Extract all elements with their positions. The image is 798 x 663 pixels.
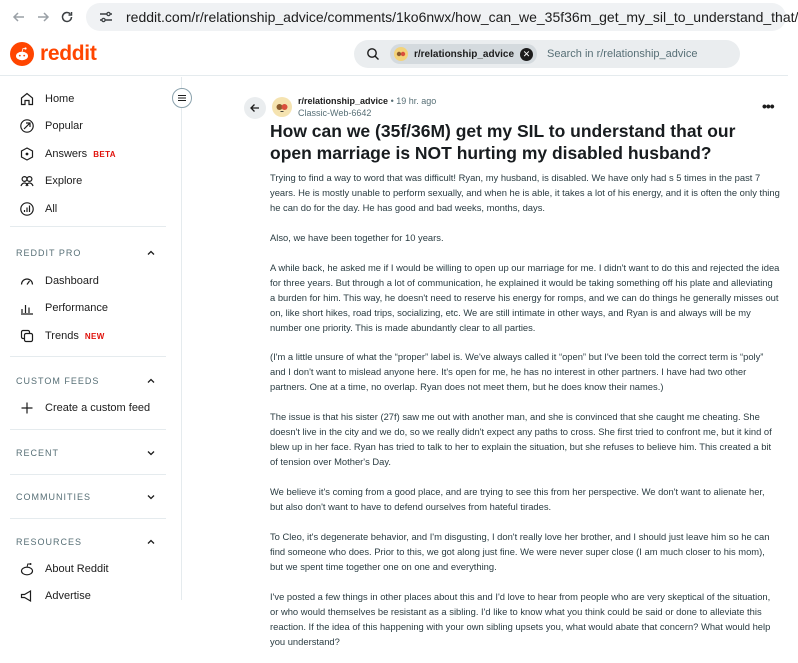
beta-badge: BETA bbox=[93, 149, 116, 159]
section-title: CUSTOM FEEDS bbox=[16, 376, 100, 386]
post-paragraph: Also, we have been together for 10 years. bbox=[270, 231, 444, 243]
remove-chip-icon[interactable]: ✕ bbox=[520, 48, 533, 61]
sidebar-divider bbox=[10, 429, 166, 430]
sidebar-item-label: Popular bbox=[45, 120, 83, 132]
post-paragraph: The issue is that his sister (27f) saw me out with another man, and she is convinced that she caught me cheating. She doesn't live in the city and we do, so we really didn't expect any paths to cross. She first tried to confront me, but it kind of blew up in her face. Ryan has tried to talk to her to explain the situation, but she refuses to believe him. This created a bit of tension over Mother's Day. bbox=[270, 411, 772, 468]
sidebar-item-label: Dashboard bbox=[45, 275, 99, 287]
post-paragraph: A while back, he asked me if I would be willing to open up our marriage for me. I didn't want to do this and rejected the idea for three years. But through a lot of communication, he explained it would be taking something off his plate and alleviating a burden for him. This way, he doesn't need to reserve his energy for romps, and we can do things he generally misses out on, like short hikes, road trips, socializing, etc. We are still intimate in other ways, and Ryan is and always will be my number one priority. This is made abundantly clear to all parties. bbox=[270, 261, 780, 333]
post-paragraph: To Cleo, it's degenerate behavior, and I'm disgusting, I don't really love her brother, and I should just leave him so he can find someone who does. Prior to this, we got along just fine. We were never super close (I am much closer to his mom), but we spent time together one on one and everything. bbox=[270, 530, 770, 572]
section-resources[interactable] bbox=[16, 534, 156, 550]
chevron-up-icon bbox=[146, 248, 156, 258]
section-title: RECENT bbox=[16, 448, 60, 458]
trends-icon bbox=[18, 327, 36, 345]
sidebar-item-all[interactable] bbox=[18, 198, 57, 220]
sidebar-item-label: All bbox=[45, 203, 58, 215]
chevron-up-icon bbox=[146, 537, 156, 547]
post-paragraph: I've posted a few things in other places about this and I'd love to hear from people who are very skeptical of the situation, or who would themselves be resistant as a sibling. I'd like to know what you think could be said or done to alleviate this reaction. If the idea of this happening with your own sibling upsets you, what would abate that concern? What would help you understand? bbox=[270, 590, 771, 647]
sidebar-item-trends[interactable] bbox=[18, 325, 105, 347]
post-paragraph: Trying to find a way to word that was difficult! Ryan, my husband, is disabled. We have only had s 5 times in the past 7 years. He is mostly unable to perform sexually, and when he is able, it takes a lot of his energy, and it is often the only thing he can do for the day. He has good and bad weeks, months, days. bbox=[270, 172, 780, 213]
reddit-logo[interactable] bbox=[10, 42, 97, 66]
section-title: COMMUNITIES bbox=[16, 492, 91, 502]
dashboard-icon bbox=[18, 272, 36, 290]
advertise-icon bbox=[18, 587, 36, 605]
menu-icon bbox=[177, 93, 187, 103]
subreddit-link[interactable]: r/relationship_advice bbox=[298, 96, 389, 106]
logo-wordmark: reddit bbox=[40, 42, 97, 65]
chevron-down-icon bbox=[146, 492, 156, 502]
search-icon bbox=[366, 47, 380, 61]
new-badge: NEW bbox=[84, 331, 105, 341]
chevron-down-icon bbox=[146, 448, 156, 458]
sidebar-item-label: Explore bbox=[45, 175, 83, 187]
sidebar-divider bbox=[10, 226, 166, 227]
back-button[interactable] bbox=[244, 97, 266, 119]
sidebar-item-dashboard[interactable] bbox=[18, 270, 99, 292]
section-communities[interactable] bbox=[16, 489, 156, 505]
sidebar-item-popular[interactable] bbox=[18, 115, 83, 137]
site-header bbox=[0, 34, 788, 76]
sidebar-item-label: Create a custom feed bbox=[45, 402, 151, 414]
left-sidebar bbox=[0, 77, 182, 600]
section-recent[interactable] bbox=[16, 445, 156, 461]
sidebar-item-performance[interactable] bbox=[18, 297, 108, 319]
search-bar[interactable] bbox=[354, 40, 740, 68]
post-title: How can we (35f/36M) get my SIL to understand that our open marriage is NOT hurting my disabled husband? bbox=[270, 121, 736, 163]
post-meta bbox=[298, 96, 436, 106]
subreddit-chip-avatar bbox=[394, 47, 408, 61]
site-settings-icon[interactable] bbox=[98, 9, 114, 25]
section-reddit-pro[interactable] bbox=[16, 245, 156, 261]
post-paragraph: We believe it's coming from a good place, and are trying to see this from her perspective. We don't want to alienate her, but also don't want to have to defend ourselves from hateful tirades. bbox=[270, 485, 765, 512]
sidebar-item-label: Home bbox=[45, 93, 75, 105]
sidebar-item-answers[interactable] bbox=[18, 143, 116, 165]
sidebar-item-explore[interactable] bbox=[18, 170, 82, 192]
browser-toolbar bbox=[0, 0, 798, 34]
performance-icon bbox=[18, 299, 36, 317]
post-paragraph: (I'm a little unsure of what the “proper” label is. We've always called it “open” but I've been told the correct term is “poly” and I don't want to mislead anyone here. It's open for me, he has no interest in other partners. I have had two other partners. One at a time, no overlap. Ryan does not meet them, but he does know their names.) bbox=[270, 351, 764, 393]
answers-icon bbox=[18, 145, 36, 163]
chevron-up-icon bbox=[146, 376, 156, 386]
section-custom-feeds[interactable] bbox=[16, 373, 156, 389]
explore-icon bbox=[18, 172, 36, 190]
about-reddit-icon bbox=[18, 560, 36, 578]
post-time: 19 hr. ago bbox=[396, 96, 437, 106]
meta-separator: • bbox=[390, 96, 397, 106]
sidebar-item-advertise[interactable] bbox=[18, 585, 91, 607]
browser-reload-icon[interactable] bbox=[54, 4, 80, 30]
collapse-sidebar-button[interactable] bbox=[172, 88, 192, 108]
sidebar-divider bbox=[10, 518, 166, 519]
popular-icon bbox=[18, 117, 36, 135]
home-icon bbox=[18, 90, 36, 108]
reddit-snoo-icon bbox=[10, 42, 34, 66]
section-title: REDDIT PRO bbox=[16, 248, 82, 258]
plus-icon bbox=[18, 399, 36, 417]
sidebar-item-about-reddit[interactable] bbox=[18, 558, 109, 580]
sidebar-item-label: About Reddit bbox=[45, 563, 109, 575]
arrow-left-icon bbox=[249, 102, 261, 114]
sidebar-divider bbox=[10, 356, 166, 357]
sidebar-divider bbox=[10, 474, 166, 475]
search-subreddit-chip[interactable] bbox=[390, 44, 537, 64]
sidebar-item-label: Answers bbox=[45, 148, 88, 160]
section-title: RESOURCES bbox=[16, 537, 83, 547]
browser-back-icon[interactable] bbox=[6, 4, 32, 30]
sidebar-item-label: Advertise bbox=[45, 590, 91, 602]
sidebar-item-home[interactable] bbox=[18, 88, 74, 110]
search-chip-label: r/relationship_advice bbox=[414, 48, 515, 60]
more-options-icon[interactable]: ••• bbox=[762, 98, 774, 114]
all-icon bbox=[18, 200, 36, 218]
search-input[interactable]: Search in r/relationship_advice bbox=[547, 48, 698, 60]
subreddit-avatar[interactable] bbox=[272, 97, 292, 117]
url-text: reddit.com/r/relationship_advice/comments/1ko6nwx/how_can_we_35f36m_get_my_sil_to_understand_that/ bbox=[126, 9, 798, 25]
address-bar[interactable] bbox=[86, 3, 798, 31]
post-body bbox=[270, 170, 780, 663]
browser-forward-icon[interactable] bbox=[30, 4, 56, 30]
sidebar-item-label: Performance bbox=[45, 302, 108, 314]
post-author[interactable]: Classic-Web-6642 bbox=[298, 108, 372, 118]
sidebar-item-label: Trends bbox=[45, 330, 79, 342]
create-custom-feed-button[interactable] bbox=[18, 397, 150, 419]
